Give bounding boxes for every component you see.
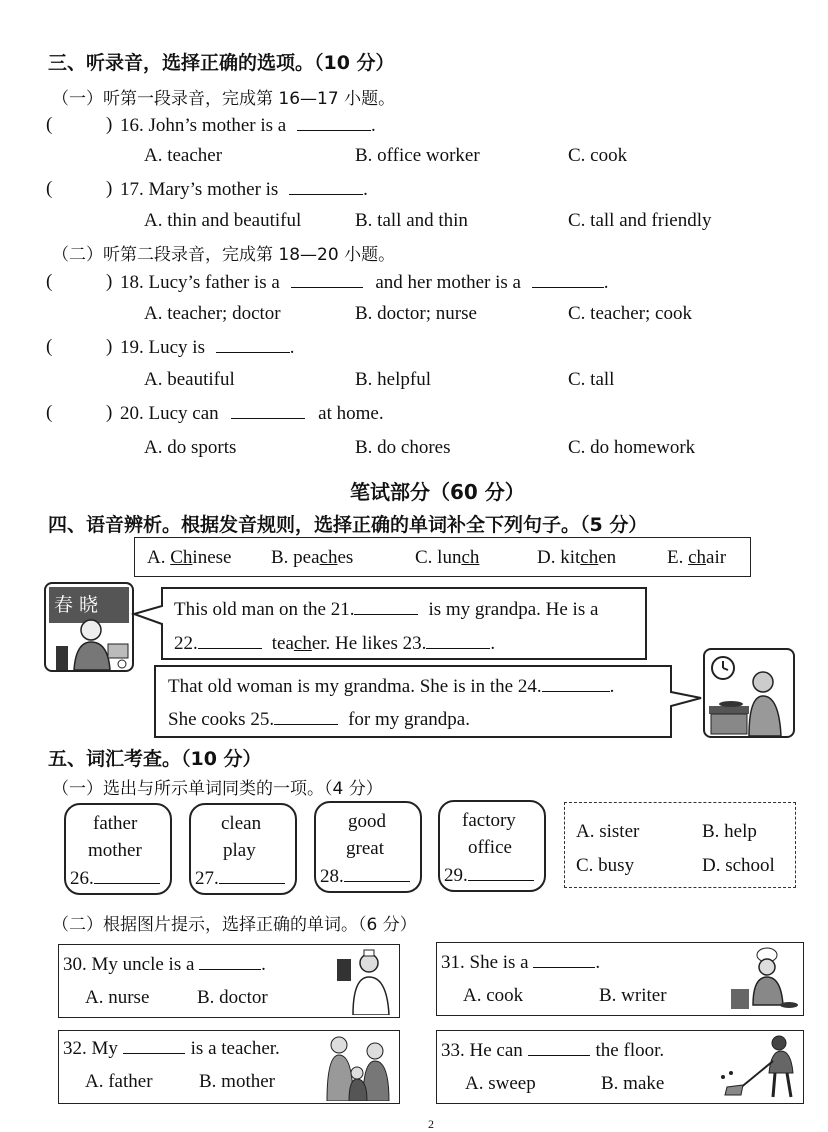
section5-part2: （二）根据图片提示，选择正确的单词。（6 分） — [52, 915, 417, 935]
q16-option-a[interactable]: A. teacher — [144, 145, 223, 166]
card29-word1: factory — [462, 810, 516, 831]
written-part-title: 笔试部分（60 分） — [350, 480, 525, 504]
q19-blank[interactable] — [216, 336, 290, 353]
q17-option-a[interactable]: A. thin and beautiful — [144, 210, 302, 231]
q19-text: Lucy is — [148, 337, 205, 358]
q17-text: Mary’s mother is — [148, 179, 279, 200]
q19-bracket-open: ( — [46, 336, 53, 357]
q18-option-b[interactable]: B. doctor; nurse — [355, 303, 477, 324]
section3-part1: （一）听第一段录音，完成第 16—17 小题。 — [52, 89, 396, 109]
q30-box — [58, 944, 400, 1018]
q18-mid: and her mother is a — [375, 272, 521, 293]
q18-blank-2[interactable] — [532, 271, 604, 288]
q17-blank[interactable] — [289, 178, 363, 195]
q20-stem — [120, 402, 384, 425]
blank-28[interactable] — [344, 865, 410, 882]
phonics-options-box — [134, 537, 751, 577]
q19-number: 19. — [120, 337, 144, 358]
section3-title: 三、听录音，选择正确的选项。（10 分） — [48, 52, 395, 74]
q19-end: . — [289, 337, 295, 358]
bubble1-line2: 22. teacher. He likes 23. . — [174, 633, 496, 654]
card28-answer: 28. — [320, 865, 410, 888]
q20-bracket-open: ( — [46, 402, 53, 423]
blank-33[interactable] — [528, 1039, 590, 1056]
q18-stem — [120, 271, 609, 294]
q30-option-b[interactable]: B. doctor — [197, 987, 268, 1008]
q30-stem: 30. My uncle is a . — [63, 954, 266, 975]
vocab-option-d[interactable]: D. school — [702, 855, 775, 876]
q19-option-a[interactable]: A. beautiful — [144, 369, 235, 390]
q17-option-b[interactable]: B. tall and thin — [355, 210, 468, 231]
word-card-29 — [438, 800, 546, 892]
q17-bracket-open: ( — [46, 178, 53, 199]
q16-number: 16. — [120, 115, 144, 136]
cook-icon — [727, 945, 799, 1013]
family-icon — [321, 1033, 395, 1101]
word-card-28 — [314, 801, 422, 893]
card28-word1: good — [348, 811, 386, 832]
q20-option-b[interactable]: B. do chores — [355, 437, 451, 458]
vocab-option-a[interactable]: A. sister — [576, 821, 640, 842]
phonics-option-a[interactable]: A. Chinese — [147, 547, 232, 568]
q18-option-a[interactable]: A. teacher; doctor — [144, 303, 281, 324]
blank-29[interactable] — [468, 864, 534, 881]
q20-text: Lucy can — [148, 403, 219, 424]
phonics-option-c[interactable]: C. lunch — [415, 547, 480, 568]
blank-23[interactable] — [426, 632, 490, 649]
q32-box — [58, 1030, 400, 1104]
q16-stem — [120, 114, 376, 137]
blank-26[interactable] — [94, 867, 160, 884]
card26-answer: 26. — [70, 867, 160, 890]
q18-end: . — [603, 272, 609, 293]
vocab-option-c[interactable]: C. busy — [576, 855, 635, 876]
q18-text: Lucy’s father is a — [148, 272, 280, 293]
q16-bracket-close: ) — [106, 114, 113, 135]
q19-option-c[interactable]: C. tall — [568, 369, 615, 390]
q33-box — [436, 1030, 804, 1104]
q16-end: . — [371, 115, 376, 136]
bubble2-text-a: That old woman is my grandma. She is in the 24. — [168, 676, 542, 697]
card26-word2: mother — [88, 840, 142, 861]
q20-option-c[interactable]: C. do homework — [568, 437, 696, 458]
blank-27[interactable] — [219, 867, 285, 884]
q32-option-b[interactable]: B. mother — [199, 1071, 275, 1092]
q31-box — [436, 942, 804, 1016]
q18-bracket-close: ) — [106, 271, 113, 292]
section5-title: 五、词汇考查。（10 分） — [48, 748, 262, 770]
bubble2-line1: That old woman is my grandma. She is in the 24. . — [168, 676, 615, 697]
q33-option-a[interactable]: A. sweep — [465, 1073, 536, 1094]
q18-blank-1[interactable] — [291, 271, 363, 288]
q19-option-b[interactable]: B. helpful — [355, 369, 431, 390]
section4-title: 四、语音辨析。根据发音规则，选择正确的单词补全下列句子。（5 分） — [48, 514, 648, 536]
word-card-26 — [64, 803, 172, 895]
doctor-icon — [331, 947, 395, 1015]
q16-blank[interactable] — [297, 114, 371, 131]
blank-32[interactable] — [123, 1037, 185, 1054]
card27-word1: clean — [221, 813, 262, 834]
q18-bracket-open: ( — [46, 271, 53, 292]
bubble1-line1 — [174, 598, 598, 621]
q31-option-a[interactable]: A. cook — [463, 985, 524, 1006]
section5-part1: （一）选出与所示单词同类的一项。（4 分） — [52, 779, 383, 799]
q19-stem — [120, 336, 294, 359]
blackboard-text: 春 晓 — [54, 594, 99, 616]
q32-stem: 32. My is a teacher. — [63, 1038, 280, 1059]
vocab-option-b[interactable]: B. help — [702, 821, 757, 842]
q33-option-b[interactable]: B. make — [601, 1073, 665, 1094]
blank-31[interactable] — [533, 951, 595, 968]
blank-24[interactable] — [542, 675, 610, 692]
card29-answer: 29. — [444, 864, 534, 887]
word-card-27 — [189, 803, 297, 895]
grandpa-teacher-picture — [44, 582, 134, 672]
bubble1-text-a: This old man on the 21. — [174, 599, 355, 620]
q20-end: at home. — [318, 403, 384, 424]
bubble2-text-b: She cooks 25. — [168, 709, 275, 730]
q16-text: John’s mother is a — [148, 115, 287, 136]
card29-word2: office — [468, 837, 512, 858]
grandma-kitchen-picture — [703, 648, 795, 738]
q20-bracket-close: ) — [106, 402, 113, 423]
card27-word2: play — [223, 840, 256, 861]
q20-number: 20. — [120, 403, 144, 424]
q18-option-c[interactable]: C. teacher; cook — [568, 303, 692, 324]
q20-option-a[interactable]: A. do sports — [144, 437, 237, 458]
q16-option-c[interactable]: C. cook — [568, 145, 628, 166]
q30-option-a[interactable]: A. nurse — [85, 987, 150, 1008]
q17-option-c[interactable]: C. tall and friendly — [568, 210, 712, 231]
q17-stem — [120, 178, 368, 201]
vocab-options-box — [564, 802, 796, 888]
bubble2-line2 — [168, 708, 470, 731]
phonics-option-b[interactable]: B. peaches — [271, 547, 354, 568]
section3-part2: （二）听第二段录音，完成第 18—20 小题。 — [52, 245, 396, 265]
q17-end: . — [363, 179, 368, 200]
q16-option-b[interactable]: B. office worker — [355, 145, 480, 166]
card26-word1: father — [93, 813, 138, 834]
q33-stem: 33. He can the floor. — [441, 1040, 665, 1061]
bubble1-text-c: 22. — [174, 633, 198, 654]
card28-word2: great — [346, 838, 384, 859]
teacher-underlined-ch: ch — [293, 633, 312, 654]
blank-25[interactable] — [274, 708, 338, 725]
q19-bracket-close: ) — [106, 336, 113, 357]
q17-number: 17. — [120, 179, 144, 200]
q20-blank[interactable] — [231, 402, 305, 419]
q18-number: 18. — [120, 272, 144, 293]
q16-bracket-open: ( — [46, 114, 53, 135]
blank-30[interactable] — [199, 953, 261, 970]
sweeping-boy-icon — [717, 1033, 801, 1101]
q32-option-a[interactable]: A. father — [85, 1071, 153, 1092]
blank-21[interactable] — [354, 598, 418, 615]
phonics-option-d[interactable]: D. kitchen — [537, 547, 617, 568]
card27-answer: 27. — [195, 867, 285, 890]
q31-option-b[interactable]: B. writer — [599, 985, 667, 1006]
blank-22[interactable] — [198, 632, 262, 649]
q31-stem: 31. She is a . — [441, 952, 601, 973]
page-number: 2 — [428, 1117, 434, 1131]
phonics-option-e[interactable]: E. chair — [667, 547, 727, 568]
q17-bracket-close: ) — [106, 178, 113, 199]
bubble1-text-b: is my grandpa. He is a — [428, 599, 599, 620]
bubble2-text-c: for my grandpa. — [348, 709, 470, 730]
